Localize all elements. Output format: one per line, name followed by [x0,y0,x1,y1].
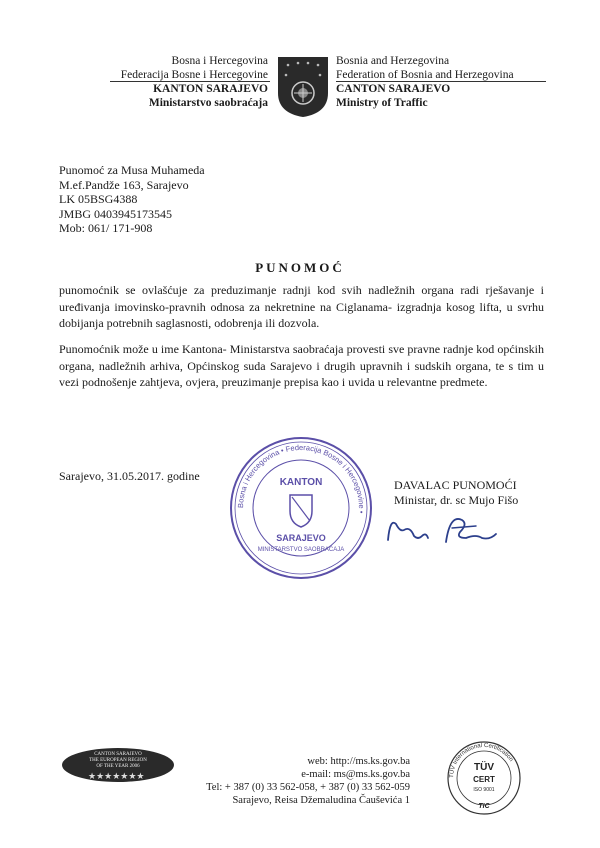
tuv-iso: ISO 9001 [473,787,495,793]
official-stamp [228,435,374,581]
header-federation: Federacija Bosne i Hercegovine [120,69,268,81]
signatory-block [394,478,518,507]
paragraph-powers: Punomoćnik može u ime Kantona- Ministarstva saobraćaja provesti sve pravne radnje kod općinskih organa, nadležnih arhiva, Općinskog suda Sarajevo i drugih upravnih i sudskih organa, te s tim u vezi podnošenje zahtjeva, ovjera, preuzimanje prepisa kao i uvida u relevantne predmete. [59,342,544,389]
award-line1: CANTON SARAJEVO [94,752,142,757]
header-rule-right [336,81,546,82]
recipient-jmbg: JMBG 0403945173545 [59,206,173,221]
header-canton: KANTON SARAJEVO [153,83,268,95]
recipient-name: Punomoć za Musa Muhameda [59,163,205,177]
award-line2: THE EUROPEAN REGION [89,758,147,763]
stamp-coat-of-arms-icon [290,495,312,527]
tuv-cert: CERT [473,775,495,784]
stamp-ring-text: Bosna i Hercegovina • Federacija Bosne i Hercegovine • [235,442,367,514]
tuv-logo: TÜV [474,762,494,773]
footer-address: Sarajevo, Reisa Džemaludina Čauševića 1 [232,795,410,806]
tuv-tic: TIC [478,803,490,810]
header-country: Bosna i Hercegovina [171,55,268,67]
svg-text:★★★★★★★: ★★★★★★★ [88,772,145,782]
signatory-name: Ministar, dr. sc Mujo Fišo [394,492,519,507]
header-rule-left [110,81,270,82]
recipient-mobile: Mob: 061/ 171-908 [59,221,153,235]
tuv-certification-icon [446,740,522,816]
handwritten-signature [380,510,520,550]
recipient-id-card: LK 05BSG4388 [59,192,138,206]
header-canton-en: CANTON SARAJEVO [336,83,451,95]
stamp-line-canton: KANTON [279,477,323,488]
footer-email: e-mail: ms@ms.ks.gov.ba [301,769,410,780]
footer-web: web: http://ms.ks.gov.ba [307,756,410,767]
header-federation-en: Federation of Bosnia and Herzegovina [336,69,514,81]
tuv-ring-text: TÜV International Certification [448,742,514,779]
european-region-award-badge [60,746,176,784]
document-title: PUNOMOĆ [255,260,345,275]
place-date: Sarajevo, 31.05.2017. godine [59,469,200,483]
header-country-en: Bosnia and Herzegovina [336,55,450,67]
header-english [336,54,576,110]
paragraph-authorization: punomoćnik se ovlašćuje za preduzimanje radnji kod svih nadležnih organa radi rješavanje i uređivanja imovinsko-pravnih odnosa za nekretnine na Ciglanama- izgradnja kosog lifta, u svrhu dobijanja potrebnih saglasnosti, odobrenja ili dozvola. [59,283,544,330]
footer-contacts [200,755,410,807]
header-bosnian [28,54,268,110]
award-stars-icon [88,772,144,782]
stamp-line-ministry: MINISTARSTVO SAOBRAĆAJA [257,547,345,553]
header-ministry-en: Ministry of Traffic [336,97,428,109]
stamp-line-sarajevo: SARAJEVO [276,533,326,543]
recipient-address: M.ef.Pandže 163, Sarajevo [59,177,189,192]
header-ministry: Ministarstvo saobraćaja [148,97,268,109]
signatory-title: DAVALAC PUNOMOĆI [394,478,517,492]
recipient-block [59,163,205,236]
footer-phone: Tel: + 387 (0) 33 562-058, + 387 (0) 33 562-059 [206,782,410,793]
canton-crest-icon [276,55,330,119]
award-line3: OF THE YEAR 2006 [96,764,140,769]
